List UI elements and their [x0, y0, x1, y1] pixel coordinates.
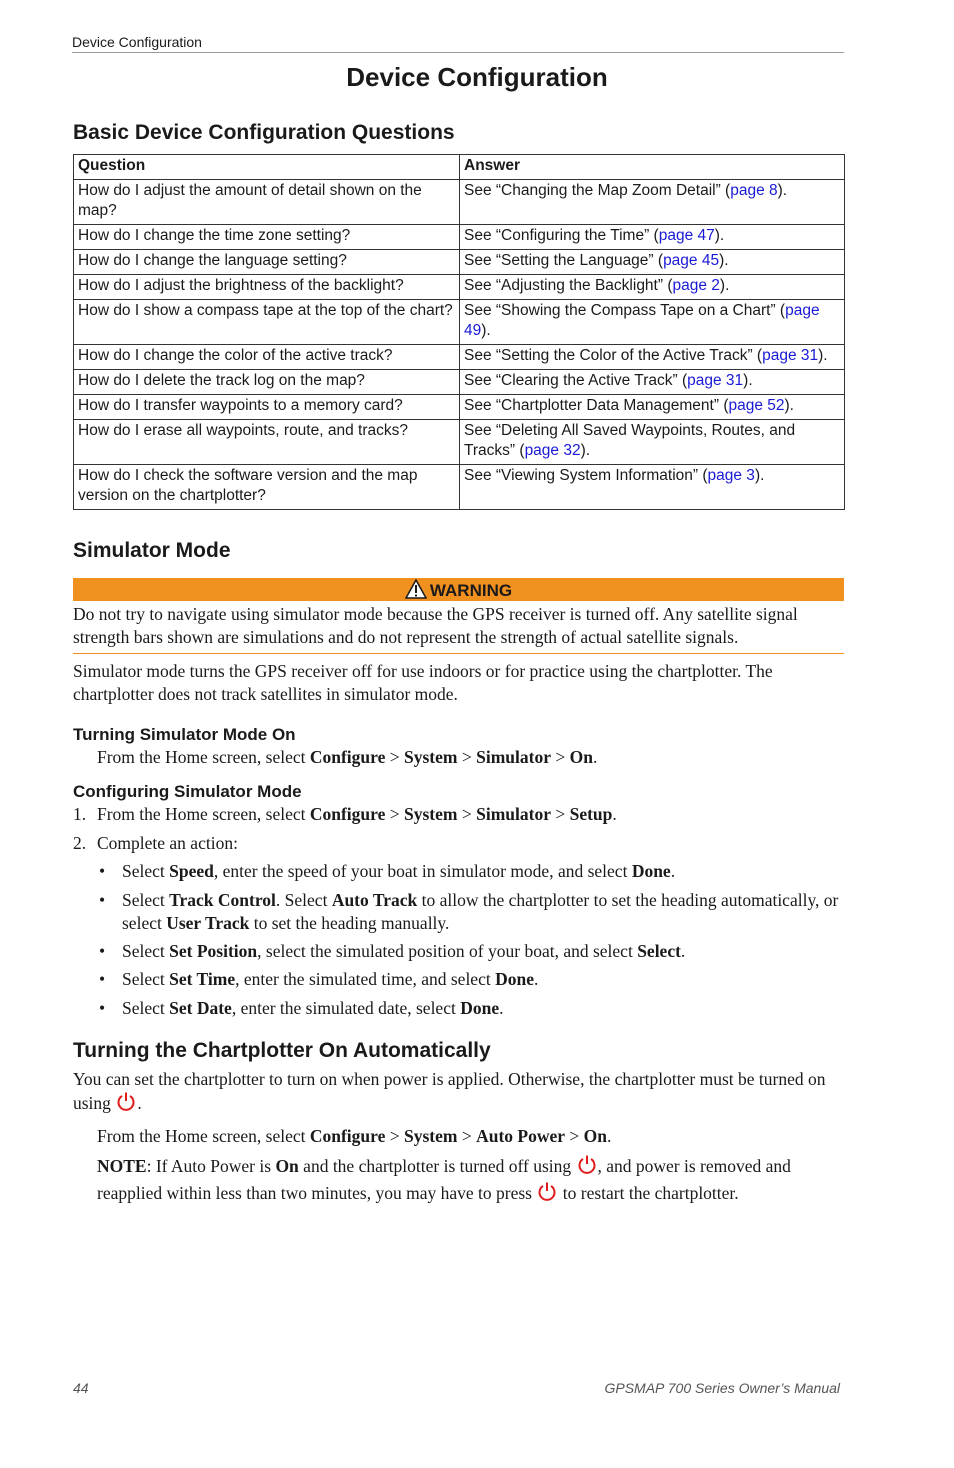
answer-cell: See “Deleting All Saved Waypoints, Routes, and Tracks” (page 32). [460, 420, 845, 465]
setup-term: Setup [569, 804, 613, 824]
question-cell: How do I check the software version and the map version on the chartplotter? [74, 465, 460, 510]
answer-cell: See “Viewing System Information” (page 3). [460, 465, 845, 510]
table-row [74, 225, 845, 250]
auto-on-heading: Turning the Chartplotter On Automatically [73, 1039, 491, 1062]
list-item: • Select Set Date, enter the simulated date, select Done. [99, 998, 504, 1018]
note-label: NOTE [97, 1156, 147, 1176]
manual-title: GPSMAP 700 Series Owner’s Manual [604, 1380, 840, 1396]
configure-step-2: 2. Complete an action: [73, 833, 238, 853]
list-item: • Select Speed, enter the speed of your boat in simulator mode, and select Done. [99, 861, 676, 881]
table-row [74, 420, 845, 465]
auto-power-term: Auto Power [476, 1126, 566, 1146]
table-row [74, 345, 845, 370]
question-cell: How do I change the language setting? [74, 250, 460, 275]
page-link[interactable]: page 49 [464, 302, 820, 339]
page-link[interactable]: page 2 [672, 277, 720, 294]
faq-table [73, 154, 845, 510]
question-cell: How do I erase all waypoints, route, and tracks? [74, 420, 460, 465]
list-item: • Select Set Time, enter the simulated time, and select Done. [99, 969, 539, 989]
warning-text: Do not try to navigate using simulator mode because the GPS receiver is turned off. Any satellite signal strength bars shown are simulations and do not represent the strength of actual satellite signals. [73, 603, 844, 654]
answer-cell: See “Showing the Compass Tape on a Chart” (page 49). [460, 300, 845, 345]
answer-cell: See “Adjusting the Backlight” (page 2). [460, 275, 845, 300]
table-row [74, 275, 845, 300]
table-row [74, 250, 845, 275]
turning-simulator-on-heading: Turning Simulator Mode On [73, 725, 296, 744]
question-cell: How do I change the color of the active track? [74, 345, 460, 370]
page-link[interactable]: page 8 [730, 182, 778, 199]
page-link[interactable]: page 32 [524, 442, 581, 459]
page-link[interactable]: page 45 [663, 252, 720, 269]
warning-banner [73, 578, 844, 601]
auto-power-step: From the Home screen, select Configure > System > Auto Power > On. [97, 1126, 612, 1146]
table-row [74, 370, 845, 395]
simulator-heading: Simulator Mode [73, 539, 231, 562]
question-cell: How do I show a compass tape at the top of the chart? [74, 300, 460, 345]
answer-cell: See “Chartplotter Data Management” (page 52). [460, 395, 845, 420]
page-link[interactable]: page 3 [707, 467, 755, 484]
page-title: Device Configuration [346, 62, 608, 92]
table-row [74, 300, 845, 345]
page-link[interactable]: page 52 [728, 397, 785, 414]
question-cell: How do I delete the track log on the map? [74, 370, 460, 395]
auto-on-intro: You can set the chartplotter to turn on when power is applied. Otherwise, the chartplotter must be turned on using . [73, 1068, 845, 1118]
answer-cell: See “Setting the Language” (page 45). [460, 250, 845, 275]
answer-cell: See “Clearing the Active Track” (page 31). [460, 370, 845, 395]
auto-power-note: NOTE: If Auto Power is On and the chartplotter is turned off using , and power is removed and reapplied within less than two minutes, you may have to press to restart the chartplotter. [97, 1154, 845, 1208]
table-header-row [74, 155, 845, 180]
simulator-intro: Simulator mode turns the GPS receiver off for use indoors or for practice using the chartplotter. The chartplotter does not track satellites in simulator mode. [73, 661, 773, 704]
page-link[interactable]: page 47 [658, 227, 715, 244]
configure-term: Configure [309, 747, 386, 767]
warning-label: WARNING [429, 581, 513, 600]
list-item: • Select Set Position, select the simulated position of your boat, and select Select. [99, 941, 686, 961]
table-row [74, 465, 845, 510]
turning-simulator-on-step: From the Home screen, select Configure > System > Simulator > On. [97, 747, 598, 767]
power-icon [577, 1154, 597, 1181]
power-icon [116, 1091, 136, 1118]
page-link[interactable]: page 31 [687, 372, 744, 389]
question-cell: How do I adjust the brightness of the backlight? [74, 275, 460, 300]
answer-cell: See “Changing the Map Zoom Detail” (page 8). [460, 180, 845, 225]
configuring-simulator-heading: Configuring Simulator Mode [73, 782, 302, 801]
power-icon [537, 1181, 557, 1208]
page-link[interactable]: page 31 [762, 347, 819, 364]
warning-icon [405, 579, 427, 599]
page-number: 44 [73, 1380, 89, 1396]
answer-cell: See “Setting the Color of the Active Track” (page 31). [460, 345, 845, 370]
table-row [74, 395, 845, 420]
table-row [74, 180, 845, 225]
list-item: • Select Track Control. Select Auto Track to allow the chartplotter to set the heading automatically, or select User Track to set the heading manually. [99, 890, 839, 933]
simulator-term: Simulator [476, 747, 551, 767]
faq-heading: Basic Device Configuration Questions [73, 121, 455, 144]
answer-cell: See “Configuring the Time” (page 47). [460, 225, 845, 250]
system-term: System [404, 747, 458, 767]
question-cell: How do I transfer waypoints to a memory card? [74, 395, 460, 420]
question-cell: How do I change the time zone setting? [74, 225, 460, 250]
question-column-header: Question [74, 155, 460, 180]
answer-column-header: Answer [460, 155, 845, 180]
running-header: Device Configuration [72, 34, 844, 53]
on-term: On [569, 747, 593, 767]
question-cell: How do I adjust the amount of detail shown on the map? [74, 180, 460, 225]
configure-step-1: 1. From the Home screen, select Configure > System > Simulator > Setup. [73, 804, 617, 824]
